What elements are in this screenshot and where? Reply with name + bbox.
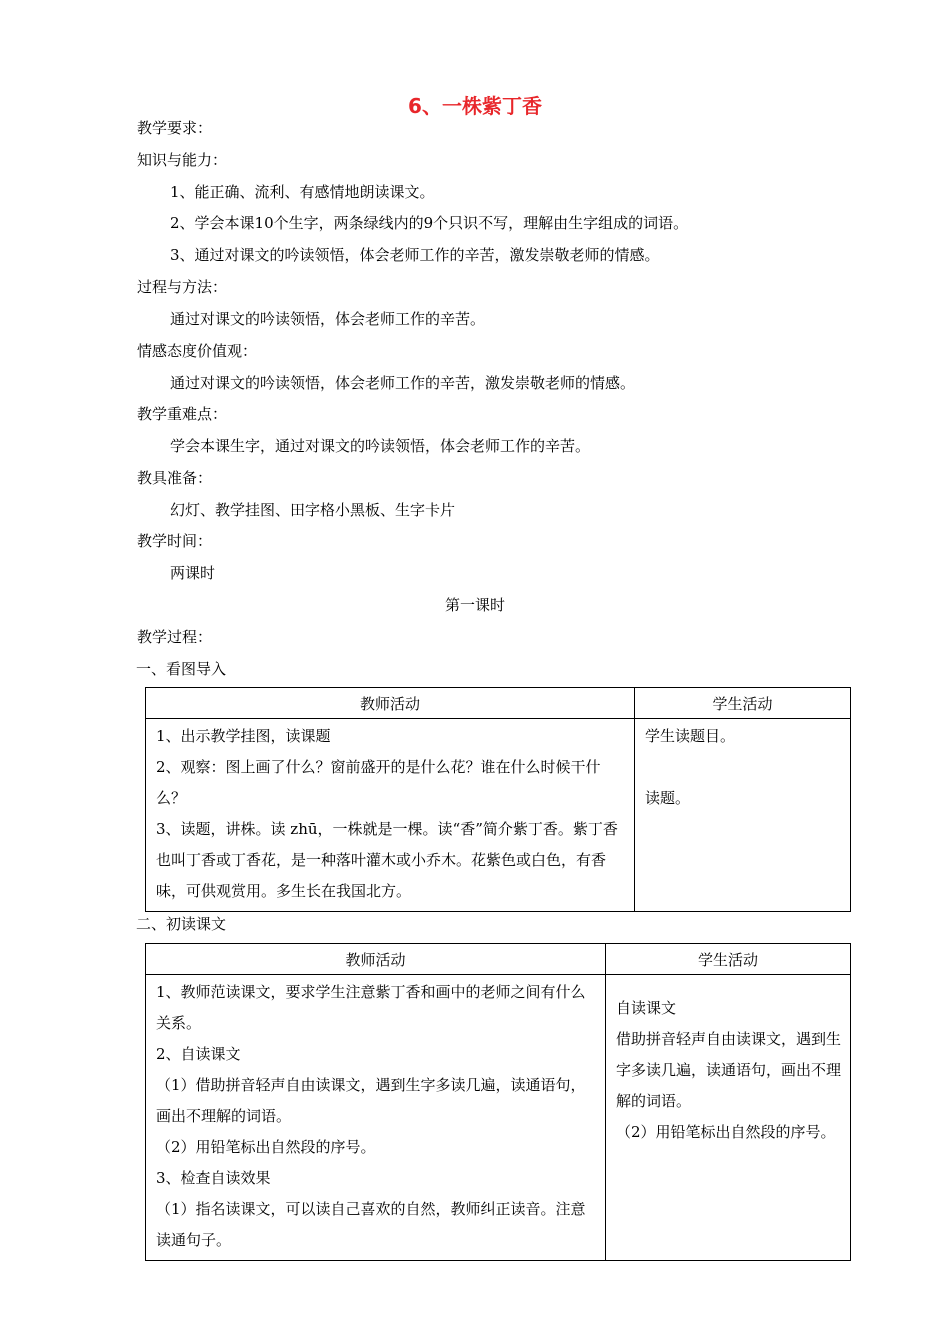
student-step: 自读课文 bbox=[616, 999, 677, 1017]
teacher-step: 1、教师范读课文，要求学生注意紫丁香和画中的老师之间有什么关系。 bbox=[156, 983, 586, 1032]
teacher-step: 1、出示教学挂图，读课题 bbox=[156, 727, 331, 745]
teacher-step: 3、读题，讲株。读 zhū，一株就是一棵。读“香”简介紫丁香。紫丁香也叫丁香或丁香花，是一种落叶灌木或小乔木。花紫色或白色，有香味，可供观赏用。多生长在我国北方。 bbox=[156, 820, 618, 900]
student-activity-header: 学生活动 bbox=[635, 688, 851, 719]
teaching-requirements-label: 教学要求： bbox=[137, 119, 213, 137]
teacher-activity-header: 教师活动 bbox=[146, 688, 635, 719]
knowledge-ability-label: 知识与能力： bbox=[137, 151, 228, 169]
teaching-time-text: 两课时 bbox=[170, 564, 216, 582]
teaching-time-label: 教学时间： bbox=[137, 532, 213, 550]
student-step: 学生读题目。 bbox=[645, 727, 736, 745]
student-activity-header: 学生活动 bbox=[606, 944, 851, 975]
teaching-tools-text: 幻灯、教学挂图、田字格小黑板、生字卡片 bbox=[170, 501, 456, 519]
teacher-step: （1）指名读课文，可以读自己喜欢的自然，教师纠正读音。注意读通句子。 bbox=[156, 1200, 586, 1249]
knowledge-item-1: 1、能正确、流利、有感情地朗读课文。 bbox=[170, 183, 435, 201]
activity-table-1 bbox=[145, 687, 851, 912]
knowledge-item-3: 3、通过对课文的吟读领悟，体会老师工作的辛苦，激发崇敬老师的情感。 bbox=[170, 246, 660, 264]
teaching-tools-label: 教具准备： bbox=[137, 469, 213, 487]
teacher-activity-header: 教师活动 bbox=[146, 944, 606, 975]
student-step: 借助拼音轻声自由读课文，遇到生字多读几遍，读通语句，画出不理解的词语。 bbox=[616, 1030, 842, 1110]
teacher-step: （2）用铅笔标出自然段的序号。 bbox=[156, 1138, 376, 1156]
process-method-label: 过程与方法： bbox=[137, 278, 228, 296]
teacher-step: 2、观察：图上画了什么？窗前盛开的是什么花？谁在什么时候干什么？ bbox=[156, 758, 601, 807]
key-points-text: 学会本课生字，通过对课文的吟读领悟，体会老师工作的辛苦。 bbox=[170, 437, 591, 455]
part-one-heading: 一、看图导入 bbox=[136, 660, 227, 678]
knowledge-item-2: 2、学会本课10个生字，两条绿线内的9个只识不写，理解由生字组成的词语。 bbox=[170, 214, 689, 232]
activity-table-2 bbox=[145, 943, 851, 1261]
teaching-procedure-label: 教学过程： bbox=[137, 628, 213, 646]
process-method-text: 通过对课文的吟读领悟，体会老师工作的辛苦。 bbox=[170, 310, 486, 328]
teacher-activity-cell bbox=[146, 975, 606, 1261]
lesson-one-heading: 第一课时 bbox=[444, 596, 505, 614]
teacher-step: 2、自读课文 bbox=[156, 1045, 241, 1063]
student-step: 读题。 bbox=[645, 789, 691, 807]
student-step: （2）用铅笔标出自然段的序号。 bbox=[616, 1123, 836, 1141]
teacher-step: 3、检查自读效果 bbox=[156, 1169, 271, 1187]
teacher-step: （1）借助拼音轻声自由读课文，遇到生字多读几遍，读通语句，画出不理解的词语。 bbox=[156, 1076, 586, 1125]
teacher-activity-cell bbox=[146, 719, 635, 912]
emotion-values-label: 情感态度价值观： bbox=[137, 342, 258, 360]
student-activity-cell bbox=[635, 719, 851, 912]
student-activity-cell bbox=[606, 975, 851, 1261]
part-two-heading: 二、初读课文 bbox=[136, 915, 227, 933]
document-title: 6、一株紫丁香 bbox=[408, 94, 542, 118]
key-points-label: 教学重难点： bbox=[137, 405, 228, 423]
emotion-values-text: 通过对课文的吟读领悟，体会老师工作的辛苦，激发崇敬老师的情感。 bbox=[170, 374, 636, 392]
